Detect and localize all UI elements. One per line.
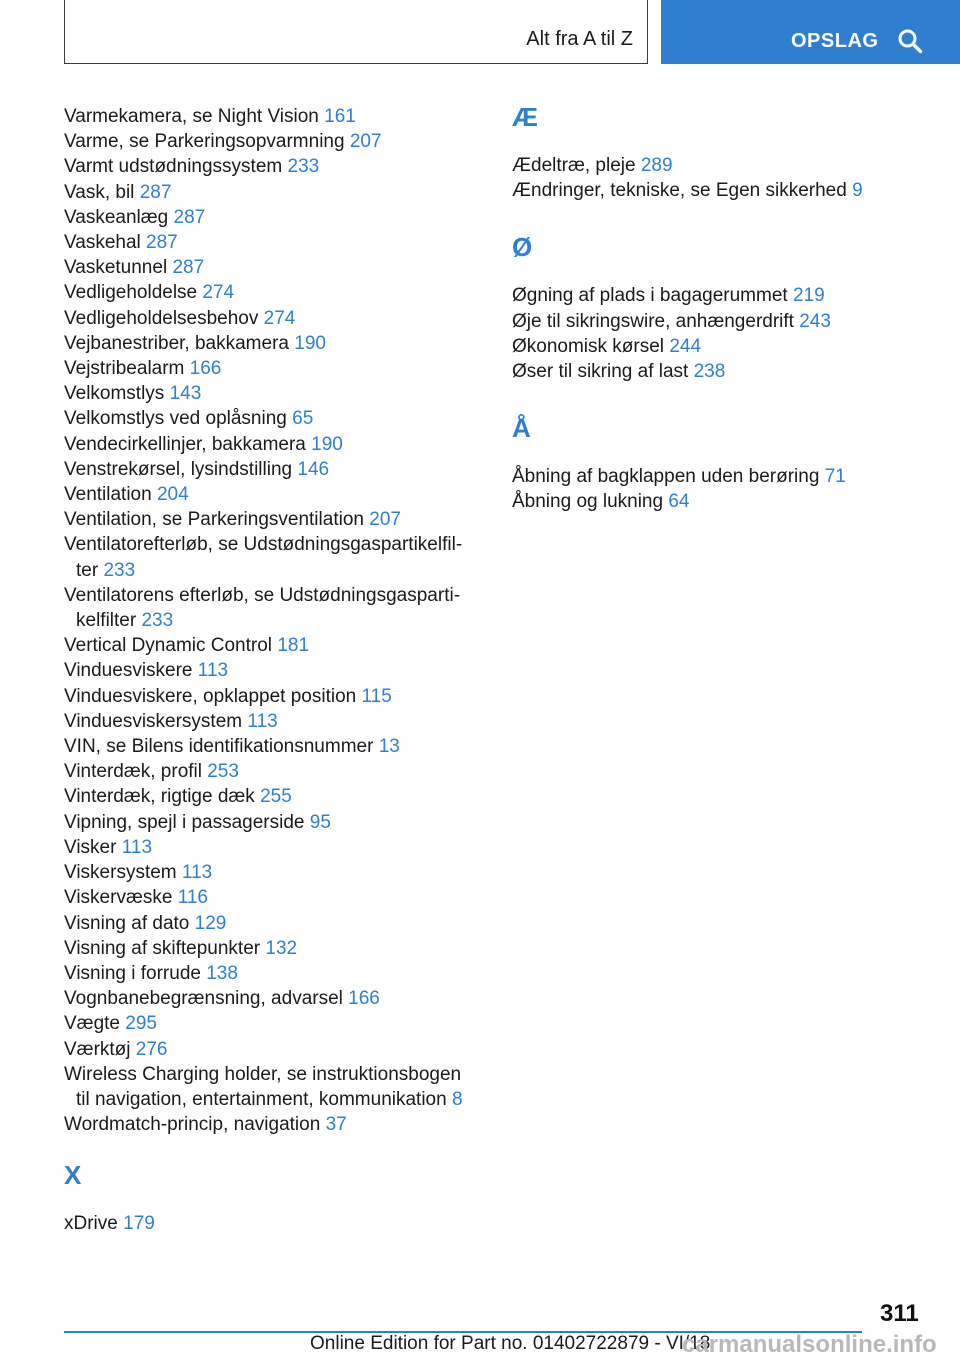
index-entry xyxy=(512,359,912,384)
index-entry-text: Wireless Charging holder, se instruktionsbogen til navigation, entertainment, kommunikation xyxy=(64,1063,462,1110)
index-entry xyxy=(64,306,470,331)
index-entry-text: Vinduesviskere, opklappet position xyxy=(64,685,357,707)
index-entry xyxy=(64,205,470,230)
index-list-oe xyxy=(512,283,912,384)
index-entry xyxy=(64,532,470,582)
search-icon xyxy=(897,28,923,54)
page-link[interactable]: 274 xyxy=(263,307,296,329)
page-link[interactable]: 146 xyxy=(297,458,330,480)
page-link[interactable]: 233 xyxy=(287,156,320,178)
index-entry xyxy=(64,936,470,961)
index-column-left xyxy=(64,104,470,1237)
index-entry-text: Vinduesviskere xyxy=(64,660,193,682)
page-link[interactable]: 161 xyxy=(324,106,356,127)
index-entry-text: Varmekamera, se Night Vision xyxy=(64,106,319,127)
page-link[interactable]: 274 xyxy=(202,282,235,304)
page-number: 311 xyxy=(880,1300,919,1327)
index-entry xyxy=(512,309,912,334)
page-link[interactable]: 116 xyxy=(177,887,208,909)
index-entry-text: Viskersystem xyxy=(64,862,177,884)
index-list-x xyxy=(64,1211,470,1236)
index-letter-ae: Æ xyxy=(512,102,538,132)
index-entry-text: Vasketunnel xyxy=(64,257,168,279)
page-link[interactable]: 204 xyxy=(156,484,189,506)
page-link[interactable]: 113 xyxy=(121,836,153,858)
index-entry-text: Vægte xyxy=(64,1013,120,1035)
page-link[interactable]: 253 xyxy=(207,761,239,783)
lookup-label: OPSLAG xyxy=(791,30,879,52)
page-link[interactable]: 64 xyxy=(668,491,690,513)
index-entry xyxy=(64,129,470,154)
index-entry-text: Åbning og lukning xyxy=(512,491,664,513)
index-entry xyxy=(64,356,470,381)
index-entry xyxy=(64,432,470,457)
index-entry-text: Varme, se Parkeringsopvarmning xyxy=(64,131,345,153)
index-entry-text: Vejstribealarm xyxy=(64,358,185,380)
index-entry-text: Økonomisk kørsel xyxy=(512,335,665,357)
watermark: carmanualsonline.info xyxy=(682,1331,937,1358)
index-column-right xyxy=(512,101,912,515)
page-link[interactable]: 233 xyxy=(141,610,174,632)
page-link[interactable]: 113 xyxy=(181,862,213,884)
page-link[interactable]: 13 xyxy=(378,736,400,758)
index-entry-text: Velkomstlys ved oplåsning xyxy=(64,408,287,430)
index-entry-text: Ventilation, se Parkeringsventilation xyxy=(64,509,364,531)
page-link[interactable]: 166 xyxy=(189,358,222,380)
index-entry-text: Øser til sikring af last xyxy=(512,361,689,383)
index-entry xyxy=(64,961,470,986)
index-entry xyxy=(64,154,470,179)
index-entry xyxy=(64,810,470,835)
page-link[interactable]: 276 xyxy=(135,1038,168,1060)
index-entry xyxy=(64,1211,470,1236)
page-link[interactable]: 179 xyxy=(123,1213,155,1235)
page-link[interactable]: 129 xyxy=(194,912,227,934)
index-entry-text: Vedligeholdelsesbehov xyxy=(64,307,259,329)
index-entry xyxy=(64,759,470,784)
index-entry-text: Wordmatch-princip, navigation xyxy=(64,1114,321,1136)
page-link[interactable]: 207 xyxy=(349,131,382,153)
index-entry-text: Velkomstlys xyxy=(64,383,165,405)
index-entry xyxy=(64,1037,470,1062)
index-entry xyxy=(512,464,912,489)
index-list-v-w xyxy=(64,104,470,1137)
index-entry-text: Vipning, spejl i passagerside xyxy=(64,811,305,833)
index-entry-text: Ventilation xyxy=(64,484,152,506)
index-entry xyxy=(64,885,470,910)
index-letter-aa: Å xyxy=(512,413,531,444)
index-entry-text: Ventilatorens efterløb, se Udstødningsgaspartikelfilter xyxy=(64,584,461,632)
index-entry xyxy=(512,283,912,308)
page-link[interactable]: 287 xyxy=(173,206,206,228)
section-header xyxy=(64,0,648,64)
index-entry xyxy=(512,334,912,359)
index-entry xyxy=(64,1112,470,1137)
index-entry xyxy=(64,684,470,709)
index-entry xyxy=(64,406,470,431)
page-link[interactable]: 287 xyxy=(139,181,172,203)
index-entry-text: Vognbanebegrænsning, advarsel xyxy=(64,988,343,1010)
page-link[interactable]: 9 xyxy=(852,180,863,202)
index-entry-text: Vendecirkellinjer, bakkamera xyxy=(64,433,306,455)
footer-edition: Online Edition for Part no. 01402722879 - VI/18 xyxy=(310,1333,711,1354)
index-entry-text: Vinterdæk, rigtige dæk xyxy=(64,786,255,808)
index-entry xyxy=(64,230,470,255)
index-entry-text: Viskervæske xyxy=(64,887,173,909)
index-entry xyxy=(64,709,470,734)
index-entry xyxy=(512,178,912,203)
index-letter-oe: Ø xyxy=(512,232,533,263)
index-entry xyxy=(64,734,470,759)
index-entry xyxy=(64,784,470,809)
page-link[interactable]: 138 xyxy=(206,962,238,984)
page-link[interactable]: 113 xyxy=(197,660,229,682)
index-entry xyxy=(64,860,470,885)
page-link[interactable]: 113 xyxy=(247,710,278,732)
index-entry-text: Øgning af plads i bagagerummet xyxy=(512,285,788,307)
page-link[interactable]: 207 xyxy=(369,509,401,531)
page-link[interactable]: 244 xyxy=(669,335,702,357)
index-entry xyxy=(64,658,470,683)
index-entry-text: Vaskehal xyxy=(64,232,141,254)
index-entry-text: Vinduesviskersystem xyxy=(64,710,243,732)
index-entry xyxy=(64,1011,470,1036)
index-entry-text: Vertical Dynamic Control xyxy=(64,635,273,657)
index-entry xyxy=(64,583,470,633)
index-entry-text: Vedligeholdelse xyxy=(64,282,198,304)
index-entry xyxy=(64,280,470,305)
page-link[interactable]: 37 xyxy=(325,1114,347,1136)
lookup-button[interactable] xyxy=(661,0,960,64)
index-entry-text: Varmt udstødningssystem xyxy=(64,156,283,178)
index-entry-text: Vaskeanlæg xyxy=(64,206,169,228)
index-entry xyxy=(64,1062,470,1112)
page-link[interactable]: 287 xyxy=(146,232,178,254)
index-entry xyxy=(64,457,470,482)
page-link[interactable]: 71 xyxy=(824,466,846,488)
index-letter-x: X xyxy=(64,1160,82,1191)
index-entry-text: Øje til sikringswire, anhængerdrift xyxy=(512,310,794,332)
index-entry xyxy=(64,986,470,1011)
page-link[interactable]: 181 xyxy=(277,635,310,657)
index-entry xyxy=(64,835,470,860)
index-entry-text: Ventilatorefterløb, se Udstødningsgaspartikelfilter xyxy=(64,534,463,581)
page-link[interactable]: 166 xyxy=(348,988,380,1010)
index-entry-text: Visker xyxy=(64,836,117,858)
page-link[interactable]: 95 xyxy=(309,811,331,833)
index-entry xyxy=(64,911,470,936)
page-link[interactable]: 238 xyxy=(693,361,726,383)
index-list-ae xyxy=(512,153,912,203)
index-entry-text: xDrive xyxy=(64,1213,118,1235)
index-entry xyxy=(64,180,470,205)
page-link[interactable]: 295 xyxy=(125,1013,157,1035)
index-entry xyxy=(64,381,470,406)
page-link[interactable]: 115 xyxy=(361,685,392,707)
index-entry-text: Visning af dato xyxy=(64,912,190,934)
index-entry xyxy=(64,482,470,507)
index-entry-text: Ædeltræ, pleje xyxy=(512,155,636,176)
index-entry xyxy=(64,255,470,280)
page-link[interactable]: 255 xyxy=(260,786,292,808)
index-entry-text: Visning i forrude xyxy=(64,962,201,984)
index-entry xyxy=(64,507,470,532)
page-link[interactable]: 233 xyxy=(103,559,136,581)
index-entry xyxy=(64,633,470,658)
index-entry-text: Vinterdæk, profil xyxy=(64,761,202,783)
index-entry-text: Åbning af bagklappen uden berøring xyxy=(512,466,820,488)
index-entry xyxy=(512,153,912,178)
page-link[interactable]: 219 xyxy=(792,285,825,307)
index-entry-text: Venstrekørsel, lysindstilling xyxy=(64,458,293,480)
page-link[interactable]: 243 xyxy=(799,310,831,332)
page-link[interactable]: 289 xyxy=(640,155,673,176)
index-list-aa xyxy=(512,464,912,514)
page-link[interactable]: 143 xyxy=(169,383,202,405)
index-entry xyxy=(64,331,470,356)
index-entry xyxy=(64,104,470,129)
index-entry-text: Vejbanestriber, bakkamera xyxy=(64,332,289,354)
index-entry-text: Værktøj xyxy=(64,1038,131,1060)
page-link[interactable]: 190 xyxy=(294,332,326,354)
page-link[interactable]: 8 xyxy=(451,1088,463,1110)
index-entry-text: Vask, bil xyxy=(64,181,135,203)
page-link[interactable]: 65 xyxy=(292,408,314,430)
index-entry-text: Visning af skiftepunkter xyxy=(64,937,261,959)
page-link[interactable]: 190 xyxy=(311,433,343,455)
index-entry-text: VIN, se Bilens identifikationsnummer xyxy=(64,736,374,758)
section-tab-label[interactable]: Alt fra A til Z xyxy=(526,28,633,50)
page-link[interactable]: 287 xyxy=(172,257,205,279)
page-link[interactable]: 132 xyxy=(265,937,298,959)
index-entry-text: Ændringer, tekniske, se Egen sikkerhed xyxy=(512,180,847,202)
index-entry xyxy=(512,489,912,514)
